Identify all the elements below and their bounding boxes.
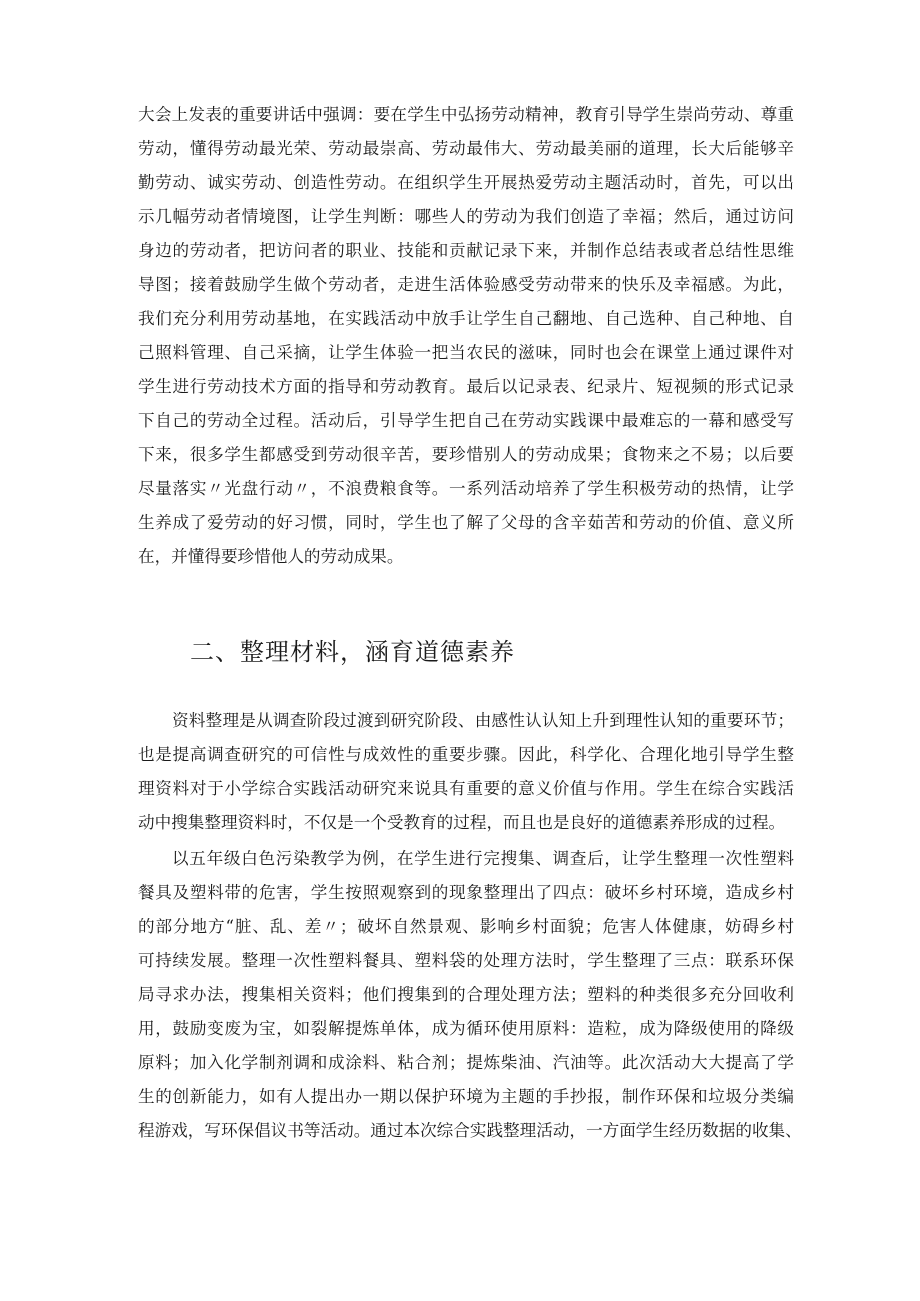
text-line: 己照料管理、自己采摘，让学生体验一把当农民的滋味，同时也会在课堂上通过课件对: [138, 343, 794, 362]
text-line: 局寻求办法，搜集相关资料；他们搜集到的合理处理方法；塑料的种类很多充分回收利: [138, 985, 794, 1004]
text-line: 资料整理是从调查阶段过渡到研究阶段、由感性认认知上升到理性认知的重要环节；: [172, 711, 794, 730]
text-line: 示几幅劳动者情境图，让学生判断：哪些人的劳动为我们创造了幸福；然后，通过访问: [138, 207, 794, 226]
text-line: 大会上发表的重要讲话中强调：要在学生中弘扬劳动精神，教育引导学生崇尚劳动、尊重: [138, 105, 794, 124]
text-line: 我们充分利用劳动基地，在实践活动中放手让学生自己翻地、自己选种、自己种地、自: [138, 309, 794, 328]
text-line: 可持续发展。整理一次性塑料餐具、塑料袋的处理方法时，学生整理了三点：联系环保: [138, 951, 794, 970]
text-line: 也是提高调查研究的可信性与成效性的重要步骤。因此，科学化、合理化地引导学生整: [138, 745, 794, 764]
text-line: 以五年级白色污染教学为例，在学生进行完搜集、调查后，让学生整理一次性塑料: [172, 849, 794, 868]
text-line: 身边的劳动者，把访问者的职业、技能和贡献记录下来，并制作总结表或者总结性思维: [138, 241, 794, 260]
text-line: 原料；加入化学制剂调和成涂料、粘合剂；提炼柴油、汽油等。此次活动大大提高了学: [138, 1053, 794, 1072]
text-line: 动中搜集整理资料时，不仅是一个受教育的过程，而且也是良好的道德素养形成的过程。: [138, 813, 786, 832]
text-line: 在，并懂得要珍惜他人的劳动成果。: [138, 547, 404, 566]
text-line: 导图；接着鼓励学生做个劳动者，走进生活体验感受劳动带来的快乐及幸福感。为此，: [138, 275, 794, 294]
text-line: 下来，很多学生都感受到劳动很辛苦，要珍惜别人的劳动成果；食物来之不易；以后要: [138, 445, 794, 464]
text-line: 的部分地方“脏、乱、差〃；破坏自然景观、影响乡村面貌；危害人体健康，妨碍乡村: [138, 917, 794, 936]
paragraph-labor-education: [138, 98, 794, 574]
text-line: 生养成了爱劳动的好习惯，同时，学生也了解了父母的含辛茹苦和劳动的价值、意义所: [138, 513, 794, 532]
text-line: 劳动，懂得劳动最光荣、劳动最崇高、劳动最伟大、劳动最美丽的道理，长大后能够辛: [138, 139, 794, 158]
text-line: 下自己的劳动全过程。活动后，引导学生把自己在劳动实践课中最难忘的一幕和感受写: [138, 411, 794, 430]
text-line: 程游戏，写环保倡议书等活动。通过本次综合实践整理活动，一方面学生经历数据的收集、: [138, 1121, 802, 1140]
text-line: 尽量落实〃光盘行动〃，不浪费粮食等。一系列活动培养了学生积极劳动的热情，让学: [138, 479, 794, 498]
text-line: 勤劳动、诚实劳动、创造性劳动。在组织学生开展热爱劳动主题活动时，首先，可以出: [138, 173, 794, 192]
paragraph-white-pollution-example: [138, 842, 802, 1148]
text-line: 学生进行劳动技术方面的指导和劳动教育。最后以记录表、纪录片、短视频的形式记录: [138, 377, 794, 396]
text-line: 餐具及塑料带的危害，学生按照观察到的现象整理出了四点：破坏乡村环境，造成乡村: [138, 883, 794, 902]
section-heading: 二、整理材料，涵育道德素养: [190, 638, 515, 666]
text-line: 用，鼓励变废为宝，如裂解提炼单体，成为循环使用原料：造粒，成为降级使用的降级: [138, 1019, 794, 1038]
text-line: 生的创新能力，如有人提出办一期以保护环境为主题的手抄报，制作环保和垃圾分类编: [138, 1087, 794, 1106]
text-line: 理资料对于小学综合实践活动研究来说具有重要的意义价值与作用。学生在综合实践活: [138, 779, 794, 798]
paragraph-material-organizing: [138, 704, 794, 840]
